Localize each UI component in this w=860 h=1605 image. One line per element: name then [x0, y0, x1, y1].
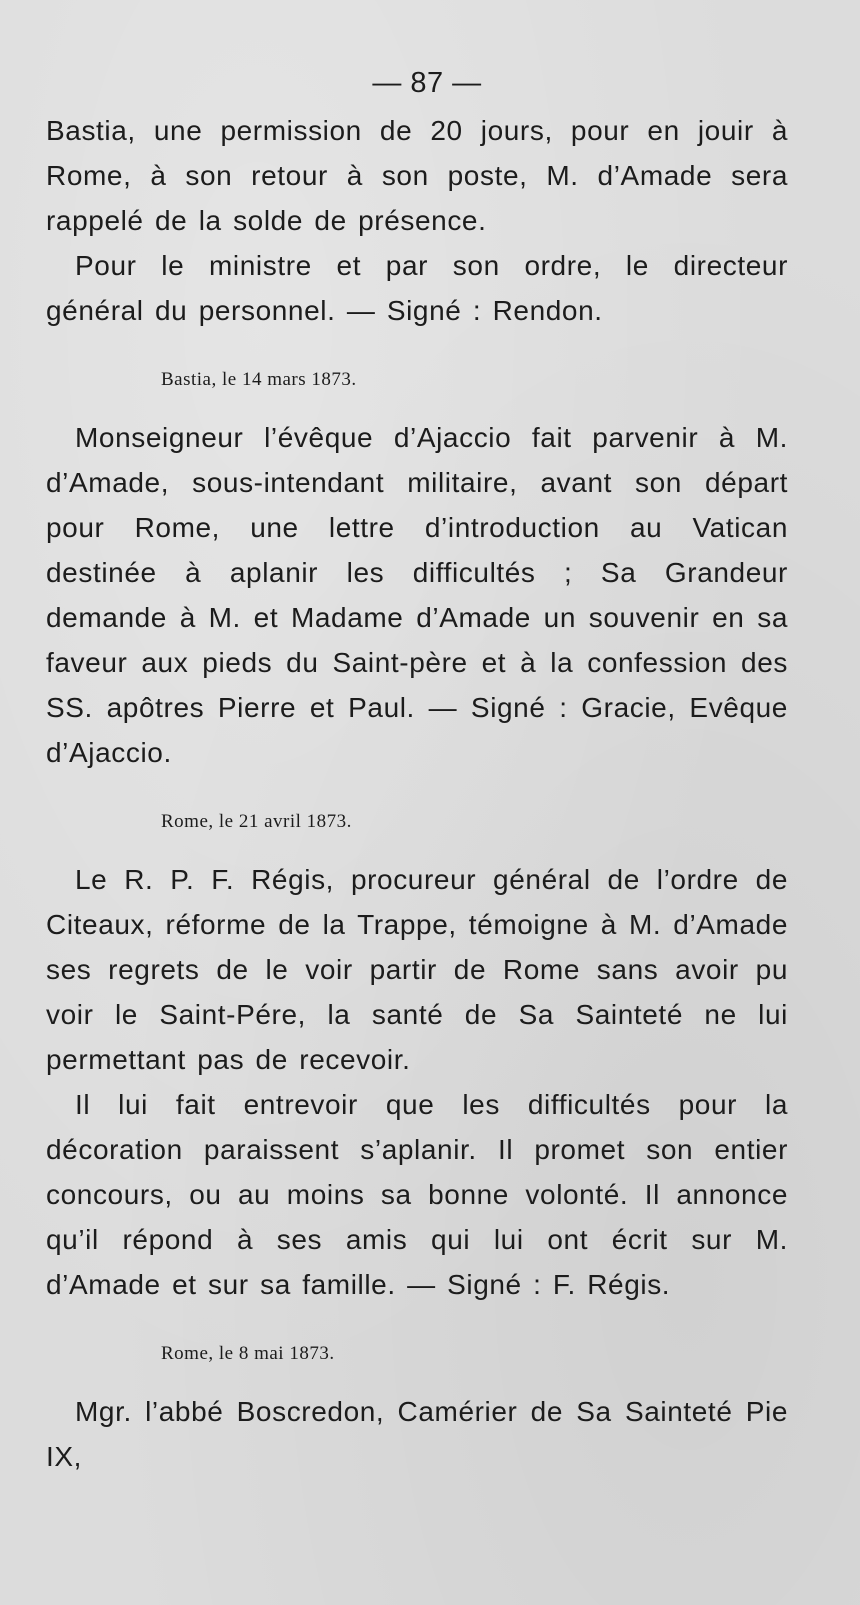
dateline-bastia: Bastia, le 14 mars 1873. [161, 369, 357, 390]
paragraph-regis: Le R. P. F. Régis, procureur général de l’ordre de Citeaux, réforme de la Trappe, témoigne à M. d’Amade ses regrets de le voir partir de Rome sans avoir pu voir le Saint-Pére, la santé de Sa Sainteté ne lui permettant pas de recevoir. [46, 864, 788, 1075]
paragraph-eveque-ajaccio: Monseigneur l’évêque d’Ajaccio fait parvenir à M. d’Amade, sous-intendant militaire, avant son départ pour Rome, une lettre d’introduction au Vatican destinée à aplanir les difficultés ; Sa Grandeur demande à M. et Madame d’Amade un souvenir en sa faveur aux pieds du Saint-père et à la confession des SS. apôtres Pierre et Paul. — Signé : Gracie, Evêque d’Ajaccio. [46, 422, 788, 768]
paragraph-continuation: Bastia, une permission de 20 jours, pour en jouir à Rome, à son retour à son poste, M. d’Amade sera rappelé de la solde de présence. [46, 115, 788, 236]
page-number: — 87 — [372, 67, 482, 99]
dateline-rome-avril: Rome, le 21 avril 1873. [161, 811, 352, 832]
book-page [46, 58, 788, 1479]
dateline-rome-mai: Rome, le 8 mai 1873. [161, 1343, 335, 1364]
paragraph-regis-continued: Il lui fait entrevoir que les difficultés pour la décoration paraissent s’aplanir. Il promet son entier concours, ou au moins sa bonne volonté. Il annonce qu’il répond à ses amis qui lui ont écrit sur M. d’Amade et sur sa famille. — Signé : F. Régis. [46, 1089, 788, 1300]
paragraph-boscredon: Mgr. l’abbé Boscredon, Camérier de Sa Sainteté Pie IX, [46, 1396, 788, 1472]
paragraph-signature-rendon: Pour le ministre et par son ordre, le directeur général du personnel. — Signé : Rendon. [46, 250, 788, 326]
